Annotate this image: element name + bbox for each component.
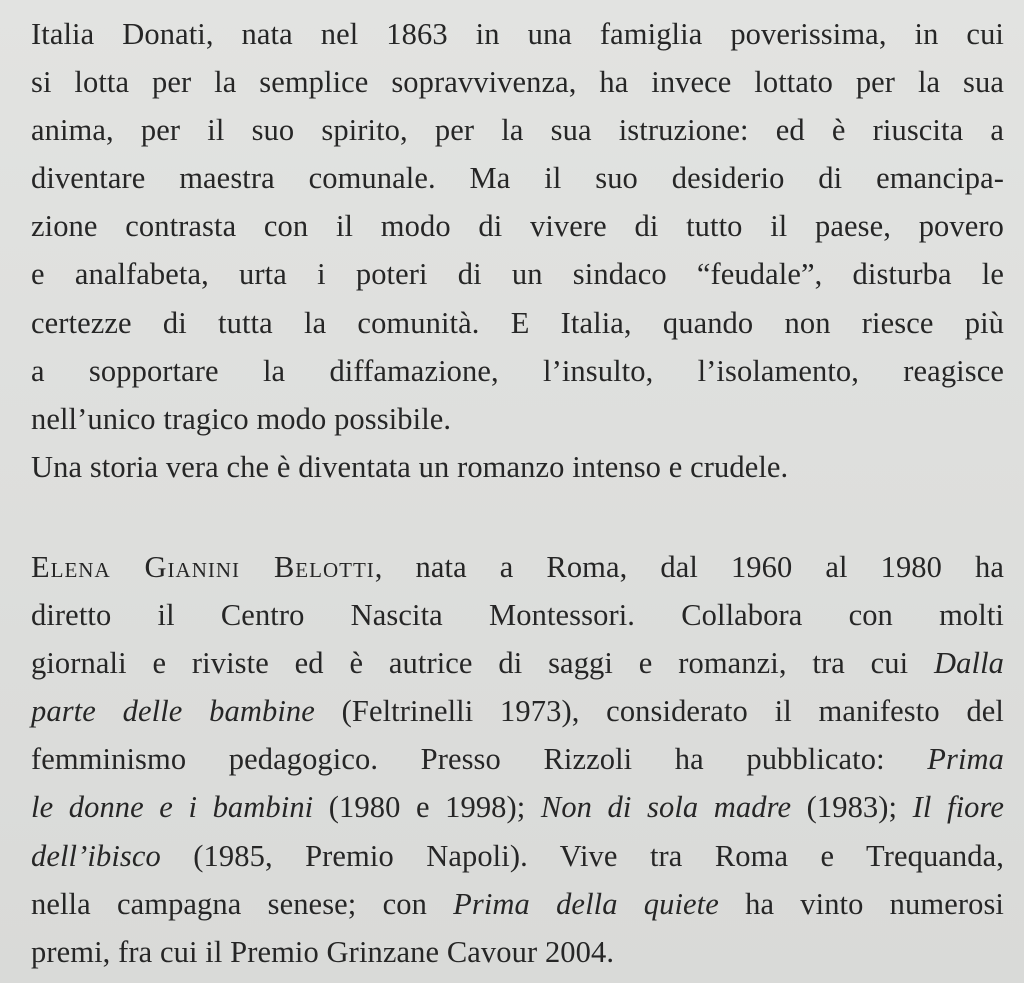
bio-text: ha vinto numerosi	[718, 886, 1004, 921]
book-title: parte delle bambine	[31, 694, 315, 729]
bio-text: giornali e riviste ed è autrice di saggi e romanzi, tra cui	[31, 646, 935, 681]
synopsis-closing-line: Una storia vera che è diventata un romanzo intenso e crudele.	[31, 449, 789, 484]
bio-text: (1983);	[791, 790, 913, 825]
synopsis-line: certezze di tutta la comunità. E Italia, quando non riesce più	[31, 305, 1004, 340]
book-title: Non di sola madre	[540, 790, 792, 825]
bio-line	[31, 880, 1004, 928]
synopsis-line: Italia Donati, nata nel 1863 in una famiglia poverissima, in cui	[31, 17, 1004, 51]
bio-line	[31, 735, 1004, 783]
bio-line	[31, 832, 1004, 880]
author-name: Elena Gianini Belotti	[31, 549, 375, 584]
book-title: le donne e i bambini	[31, 790, 314, 825]
book-title: dell’ibisco	[31, 838, 161, 873]
bio-text: (1985, Premio Napoli). Vive tra Roma e Trequanda,	[160, 838, 1004, 873]
bio-text: (Feltrinelli 1973), considerato il manifesto del	[314, 694, 1005, 729]
bio-line: premi, fra cui il Premio Grinzane Cavour 2004.	[31, 934, 615, 969]
author-bio-paragraph	[31, 543, 1004, 976]
synopsis-line: a sopportare la diffamazione, l’insulto, l’isolamento, reagisce	[31, 353, 1004, 388]
paragraph-spacer	[31, 491, 1004, 543]
bio-text: (1980 e 1998);	[313, 790, 541, 825]
synopsis-line: zione contrasta con il modo di vivere di tutto il paese, povero	[31, 209, 1004, 244]
bio-line	[31, 543, 1004, 591]
bio-line	[31, 639, 1004, 687]
book-title: Prima della quiete	[453, 886, 719, 921]
synopsis-line: si lotta per la semplice sopravvivenza, ha invece lottato per la sua	[31, 65, 1004, 100]
book-title: Il fiore	[912, 790, 1004, 825]
synopsis-line: diventare maestra comunale. Ma il suo desiderio di emancipa-	[31, 161, 1004, 196]
bio-text: nella campagna senese; con	[31, 886, 454, 921]
synopsis-line: nell’unico tragico modo possibile.	[31, 401, 452, 436]
synopsis-line: anima, per il suo spirito, per la sua istruzione: ed è riuscita a	[31, 113, 1004, 148]
synopsis-line: e analfabeta, urta i poteri di un sindaco “feudale”, disturba le	[31, 257, 1004, 292]
book-title: Dalla	[934, 646, 1004, 681]
bio-line: diretto il Centro Nascita Montessori. Collabora con molti	[31, 598, 1004, 633]
bio-line	[31, 783, 1004, 831]
bio-text: , nata a Roma, dal 1960 al 1980 ha	[374, 549, 1004, 584]
book-title: Prima	[927, 742, 1004, 777]
synopsis-paragraph	[31, 10, 1004, 491]
bio-line	[31, 687, 1004, 735]
bio-text: femminismo pedagogico. Presso Rizzoli ha pubblicato:	[31, 742, 928, 777]
